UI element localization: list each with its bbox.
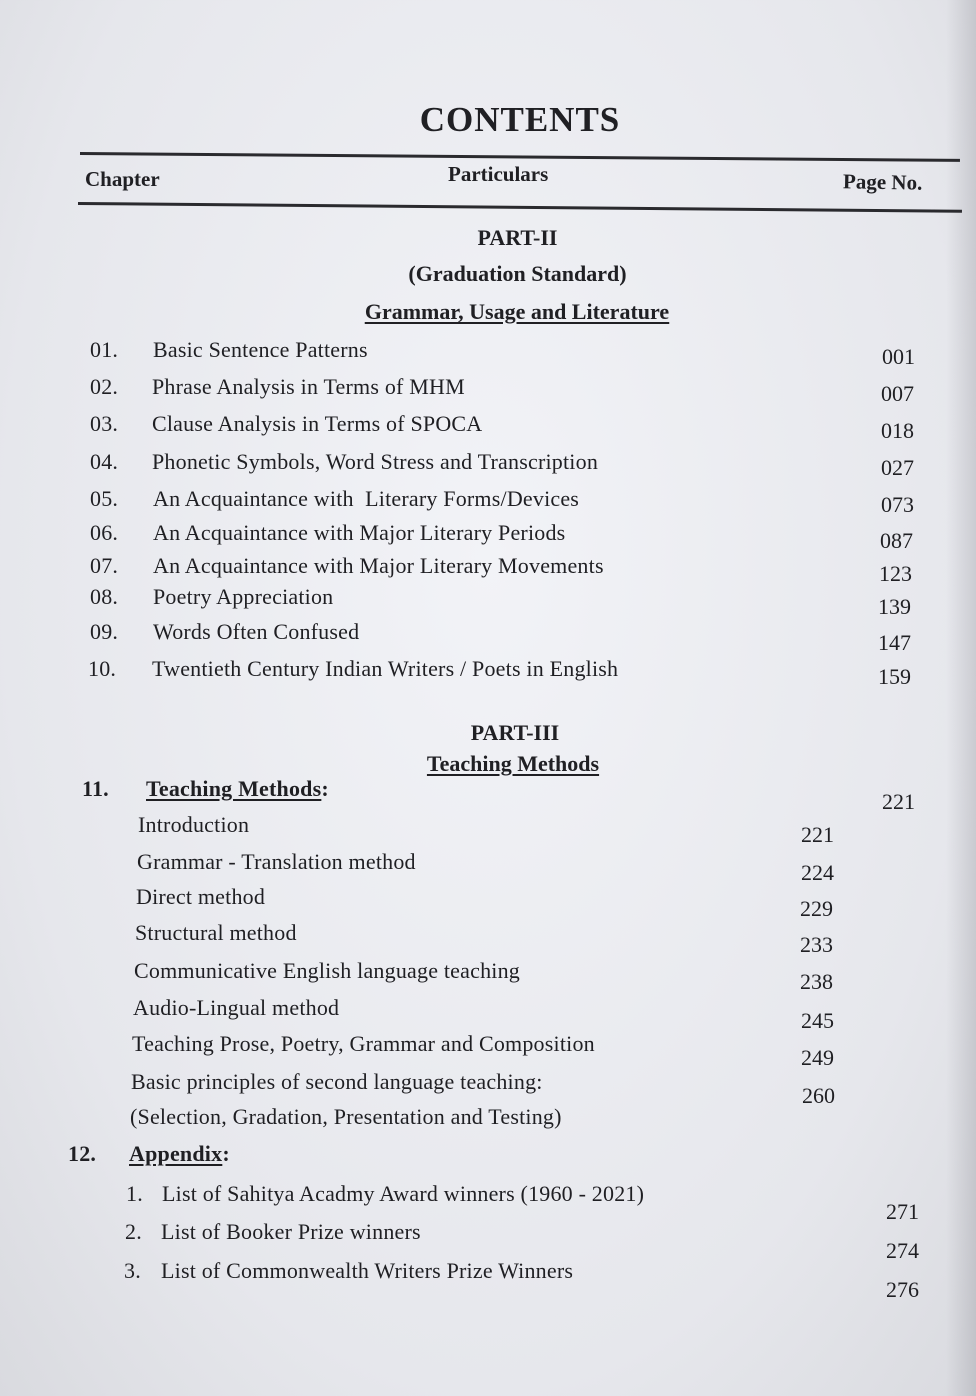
chapter-title: Twentieth Century Indian Writers / Poets in English xyxy=(152,656,619,681)
chapter-title: Appendix xyxy=(129,1141,223,1166)
page-number: 018 xyxy=(881,418,914,443)
page-number: 007 xyxy=(881,381,914,406)
page-number: 271 xyxy=(886,1199,919,1224)
chapter-title: An Acquaintance with Literary Forms/Devices xyxy=(153,486,580,511)
chapter-number: 07. xyxy=(90,553,119,578)
chapter-number: 01. xyxy=(90,337,119,362)
page-number: 274 xyxy=(886,1238,919,1263)
page-number: 260 xyxy=(802,1083,835,1108)
page-number: 224 xyxy=(801,860,834,885)
appendix-title: List of Commonwealth Writers Prize Winners xyxy=(161,1258,574,1283)
chapter-number: 02. xyxy=(90,374,119,399)
part3-heading-text: Teaching Methods xyxy=(426,751,600,776)
chapter-number: 11. xyxy=(82,776,109,801)
page-number: 159 xyxy=(878,664,911,689)
chapter-title-suffix: : xyxy=(222,1141,230,1166)
chapter-number: 03. xyxy=(90,411,119,436)
section-title: (Selection, Gradation, Presentation and Testing) xyxy=(130,1104,562,1129)
section-entry xyxy=(130,1104,562,1130)
section-entry xyxy=(138,812,249,838)
chapter-title: Words Often Confused xyxy=(153,619,360,644)
column-header-chapter: Chapter xyxy=(85,167,160,191)
page-title: CONTENTS xyxy=(419,100,621,139)
chapter-title: An Acquaintance with Major Literary Periods xyxy=(153,520,566,545)
chapter-number: 10. xyxy=(88,656,117,681)
part3-label: PART-III xyxy=(470,720,560,745)
header-rule-bottom xyxy=(78,202,962,213)
column-header-page-no: Page No. xyxy=(842,169,923,195)
chapter-title: Clause Analysis in Terms of SPOCA xyxy=(152,411,483,436)
page-number: 249 xyxy=(801,1045,834,1070)
page-number: 147 xyxy=(878,630,911,655)
section-entry xyxy=(136,884,265,910)
chapter-title: An Acquaintance with Major Literary Movements xyxy=(153,553,604,578)
part3-heading xyxy=(0,751,976,777)
chapter-number: 04. xyxy=(90,449,119,474)
chapter-number: 05. xyxy=(90,486,119,511)
part2-heading xyxy=(0,299,976,325)
part2-label: PART-II xyxy=(477,225,558,250)
appendix-number: 2. xyxy=(125,1219,142,1244)
chapter-title: Basic Sentence Patterns xyxy=(153,337,368,362)
page-number: 238 xyxy=(800,969,833,994)
appendix-title: List of Booker Prize winners xyxy=(161,1219,421,1244)
chapter-title: Phrase Analysis in Terms of MHM xyxy=(152,374,465,399)
section-title: Teaching Prose, Poetry, Grammar and Composition xyxy=(132,1031,595,1056)
chapter-title: Poetry Appreciation xyxy=(153,584,334,609)
page-number: 221 xyxy=(882,789,915,814)
appendix-title: List of Sahitya Acadmy Award winners (1960 - 2021) xyxy=(162,1181,645,1206)
section-entry xyxy=(135,920,297,946)
page-number: 123 xyxy=(879,561,912,586)
chapter-title-suffix: : xyxy=(321,776,329,801)
page-number: 221 xyxy=(801,822,834,847)
page-number: 139 xyxy=(878,594,911,619)
column-header-particulars: Particulars xyxy=(448,162,549,186)
section-entry xyxy=(134,958,520,984)
section-title: Audio-Lingual method xyxy=(133,995,340,1020)
section-title: Communicative English language teaching xyxy=(134,958,520,983)
section-title: Grammar - Translation method xyxy=(137,849,416,874)
section-title: Introduction xyxy=(138,812,250,837)
part2-heading-text: Grammar, Usage and Literature xyxy=(364,299,670,324)
page-number: 245 xyxy=(801,1008,834,1033)
appendix-number: 1. xyxy=(126,1181,143,1206)
section-title: Basic principles of second language teaching: xyxy=(131,1069,543,1094)
page-number: 087 xyxy=(880,528,913,553)
page-number: 073 xyxy=(881,492,914,517)
section-entry xyxy=(137,849,416,875)
section-entry xyxy=(131,1069,543,1095)
part2-subtitle: (Graduation Standard) xyxy=(408,261,627,286)
section-entry xyxy=(132,1031,595,1057)
page-number: 001 xyxy=(882,344,915,369)
chapter-number: 09. xyxy=(90,619,119,644)
appendix-number: 3. xyxy=(124,1258,141,1283)
page-number: 276 xyxy=(886,1277,919,1302)
section-title: Structural method xyxy=(135,920,297,945)
page-number: 233 xyxy=(800,932,833,957)
section-entry xyxy=(133,995,339,1021)
page-number: 229 xyxy=(800,896,833,921)
chapter-number: 12. xyxy=(68,1141,97,1166)
header-rule-top xyxy=(80,152,960,162)
section-title: Direct method xyxy=(136,884,266,909)
chapter-number: 06. xyxy=(90,520,119,545)
chapter-number: 08. xyxy=(90,584,119,609)
chapter-title: Teaching Methods xyxy=(146,776,322,801)
chapter-title: Phonetic Symbols, Word Stress and Transcription xyxy=(152,449,599,474)
page-number: 027 xyxy=(881,455,914,480)
